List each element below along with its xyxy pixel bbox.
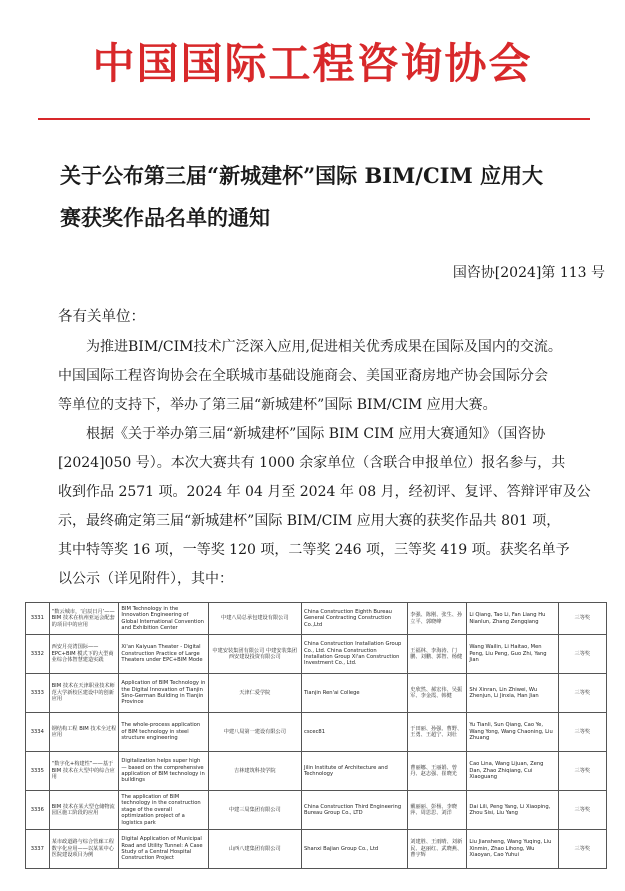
table-row — [26, 791, 607, 830]
body-line: 示，最终确定第三届“新城建杯”国际 BIM/CIM 应用大赛的获奖作品共 801 项， — [58, 513, 561, 529]
award-list-table — [25, 602, 607, 869]
table-cell: 于田丽、孙强、曹野、王勇、王超宁、刘壮 — [408, 713, 467, 752]
body-line: 根据《关于举办第三届“新城建杯”国际 BIM CIM 应用大赛通知》（国咨协 — [86, 426, 546, 442]
org-letterhead: 中国国际工程咨询协会 — [92, 39, 533, 88]
table-cell: “数字化+构建性”——基于 BIM 技术在大型中的综合应用 — [49, 752, 119, 791]
table-cell: 3336 — [26, 791, 50, 830]
table-cell: The application of BIM technology in the construction stage of the overall optimization project of a logistics park — [119, 791, 208, 830]
table-cell: 刘建胜、王雨晴、刘新民、赵丽红、武晓燕、曹宇辉 — [408, 830, 467, 869]
table-cell: Wang Wailin, Li Haitao, Men Peng, Liu Peng, Guo Zhi, Yang Jian — [467, 635, 558, 674]
table-cell: BIM 技术在某大型仓储物流园区施工阶段的应用 — [49, 791, 119, 830]
table-cell: 西安月亮湾国际——EPC+BIM 模式下的大型商业综合体智慧建造实践 — [49, 635, 119, 674]
table-cell: Tianjin Ren'ai College — [301, 674, 407, 713]
table-row — [26, 752, 607, 791]
table-cell: Liu Jiansheng, Wang Yuqing, Liu Xinmin, Zhao Lihong, Wu Xiaoyan, Cao Yuhui — [467, 830, 558, 869]
table-cell: 3337 — [26, 830, 50, 869]
table-cell: Shanxi Bajian Group Co., Ltd — [301, 830, 407, 869]
table-cell: Yu Tianli, Sun Qiang, Cao Ye, Wang Yong, Wang Chaoning, Liu Zhuang — [467, 713, 558, 752]
table-row — [26, 635, 607, 674]
table-cell: Dai Lili, Peng Yang, Li Xiaoping, Zhou Sisi, Liu Yang — [467, 791, 558, 830]
table-cell: 吉林建筑科技学院 — [208, 752, 301, 791]
table-cell: 王福林、李海涛、门鹏、刘鹏、郭智、杨健 — [408, 635, 467, 674]
table-cell: BIM 技术在天津职业技术师范大学新校区建设中的创新应用 — [49, 674, 119, 713]
body-line: [2024]050 号）。本次大赛共有 1000 余家单位（含联合申报单位）报名参与，共 — [58, 455, 566, 471]
table-row — [26, 674, 607, 713]
table-cell: Digitalization helps super high — based on the comprehensive application of BIM technology in buildings — [119, 752, 208, 791]
table-cell: 曹丽娜、王丽娟、曾丹、赵志强、崔晓光 — [408, 752, 467, 791]
table-cell: 三等奖 — [558, 674, 606, 713]
table-cell: 某市政道路与综合管廊工程数字化应用——以某某中心医院建设项目为例 — [49, 830, 119, 869]
table-cell: The whole-process application of BIM technology in steel structure engineering — [119, 713, 208, 752]
table-cell: BIM Technology in the Innovation Engineering of Global International Convention and Exhibition Center — [119, 603, 208, 635]
notice-body — [58, 333, 606, 594]
table-cell: 李强、陈刚、张生、孙立平、郭晓峰 — [408, 603, 467, 635]
greeting: 各有关单位： — [58, 309, 145, 325]
table-cell: Shi Xinran, Lin Zhiwei, Wu Zhenjun, Li Jinxia, Han Jian — [467, 674, 558, 713]
table-cell: 3333 — [26, 674, 50, 713]
table-cell: 戴丽丽、彭杨、李晓萍、周思思、刘洋 — [408, 791, 467, 830]
table-cell: 史欣然、郝宏伟、吴振军、李金霞、韩健 — [408, 674, 467, 713]
table-cell: 三等奖 — [558, 830, 606, 869]
table-cell: Jilin Institute of Architecture and Technology — [301, 752, 407, 791]
table-cell: 中建安装集团有限公司 中建安装集团西安建设投资有限公司 — [208, 635, 301, 674]
body-line: 收到作品 2571 项。2024 年 04 月至 2024 年 08 月，经初评、复评、答辩评审及公 — [58, 484, 591, 500]
table-cell: 中建八局总承包建设有限公司 — [208, 603, 301, 635]
document-number: 国咨协[2024]第 113 号 — [452, 265, 605, 281]
body-line: 中国国际工程咨询协会在全联城市基础设施商会、美国亚裔房地产协会国际分会 — [58, 368, 548, 384]
table-row — [26, 830, 607, 869]
document-title — [60, 155, 580, 239]
table-cell: “数云城市，‘启辰日月’——BIM 技术在杭州亚运会配套的项目中的应用 — [49, 603, 119, 635]
table-cell: 钢结构工程 BIM 技术全过程应用 — [49, 713, 119, 752]
table-cell: Xi'an Kaiyuan Theater - Digital Construction Practice of Large Theaters under EPC+BIM Mode — [119, 635, 208, 674]
table-cell: 3332 — [26, 635, 50, 674]
table-row — [26, 713, 607, 752]
body-line: 为推进BIM/CIM技术广泛深入应用,促进相关优秀成果在国际及国内的交流。 — [86, 339, 562, 355]
table-cell: 三等奖 — [558, 713, 606, 752]
table-cell: 三等奖 — [558, 752, 606, 791]
letterhead-divider — [38, 118, 590, 120]
table-cell: Digital Application of Municipal Road and Utility Tunnel: A Case Study of a Central Hospital Construction Project — [119, 830, 208, 869]
body-line: 以公示（详见附件），其中： — [58, 571, 233, 587]
table-cell: 三等奖 — [558, 603, 606, 635]
table-cell: Application of BIM Technology in the Digital Innovation of Tianjin Sino-German Building in Tianjin Province — [119, 674, 208, 713]
table-cell: 3335 — [26, 752, 50, 791]
table-cell: 3334 — [26, 713, 50, 752]
table-cell: 山西八建集团有限公司 — [208, 830, 301, 869]
table-cell: 中建三局集团有限公司 — [208, 791, 301, 830]
table-cell: China Construction Eighth Bureau General Contracting Construction Co.,Ltd — [301, 603, 407, 635]
table-cell: Li Qiang, Tao Li, Fan Liang Hu Nianlun, Zhang Zengqiang — [467, 603, 558, 635]
table-cell: 3331 — [26, 603, 50, 635]
table-cell: 天津仁爱学院 — [208, 674, 301, 713]
table-cell: cscec81 — [301, 713, 407, 752]
title-line-1: 关于公布第三届“新城建杯”国际 BIM/CIM 应用大 — [60, 163, 544, 188]
table-cell: 中建八局第一建设有限公司 — [208, 713, 301, 752]
table-cell: Cao Lina, Wang Lijuan, Zeng Dan, Zhao Zhiqiang, Cui Xiaoguang — [467, 752, 558, 791]
title-line-2: 赛获奖作品名单的通知 — [60, 205, 270, 230]
table-cell: 三等奖 — [558, 791, 606, 830]
body-line: 等单位的支持下，举办了第三届“新城建杯”国际 BIM/CIM 应用大赛。 — [58, 397, 497, 413]
table-cell: 三等奖 — [558, 635, 606, 674]
table-cell: China Construction Third Engineering Bureau Group Co., LTD — [301, 791, 407, 830]
body-line: 其中特等奖 16 项，一等奖 120 项，二等奖 246 项，三等奖 419 项。获奖名单予 — [58, 542, 570, 558]
table-cell: China Construction Installation Group Co., Ltd. China Construction Installation Group Xi'an Construction Investment Co., Ltd. — [301, 635, 407, 674]
table-row — [26, 603, 607, 635]
